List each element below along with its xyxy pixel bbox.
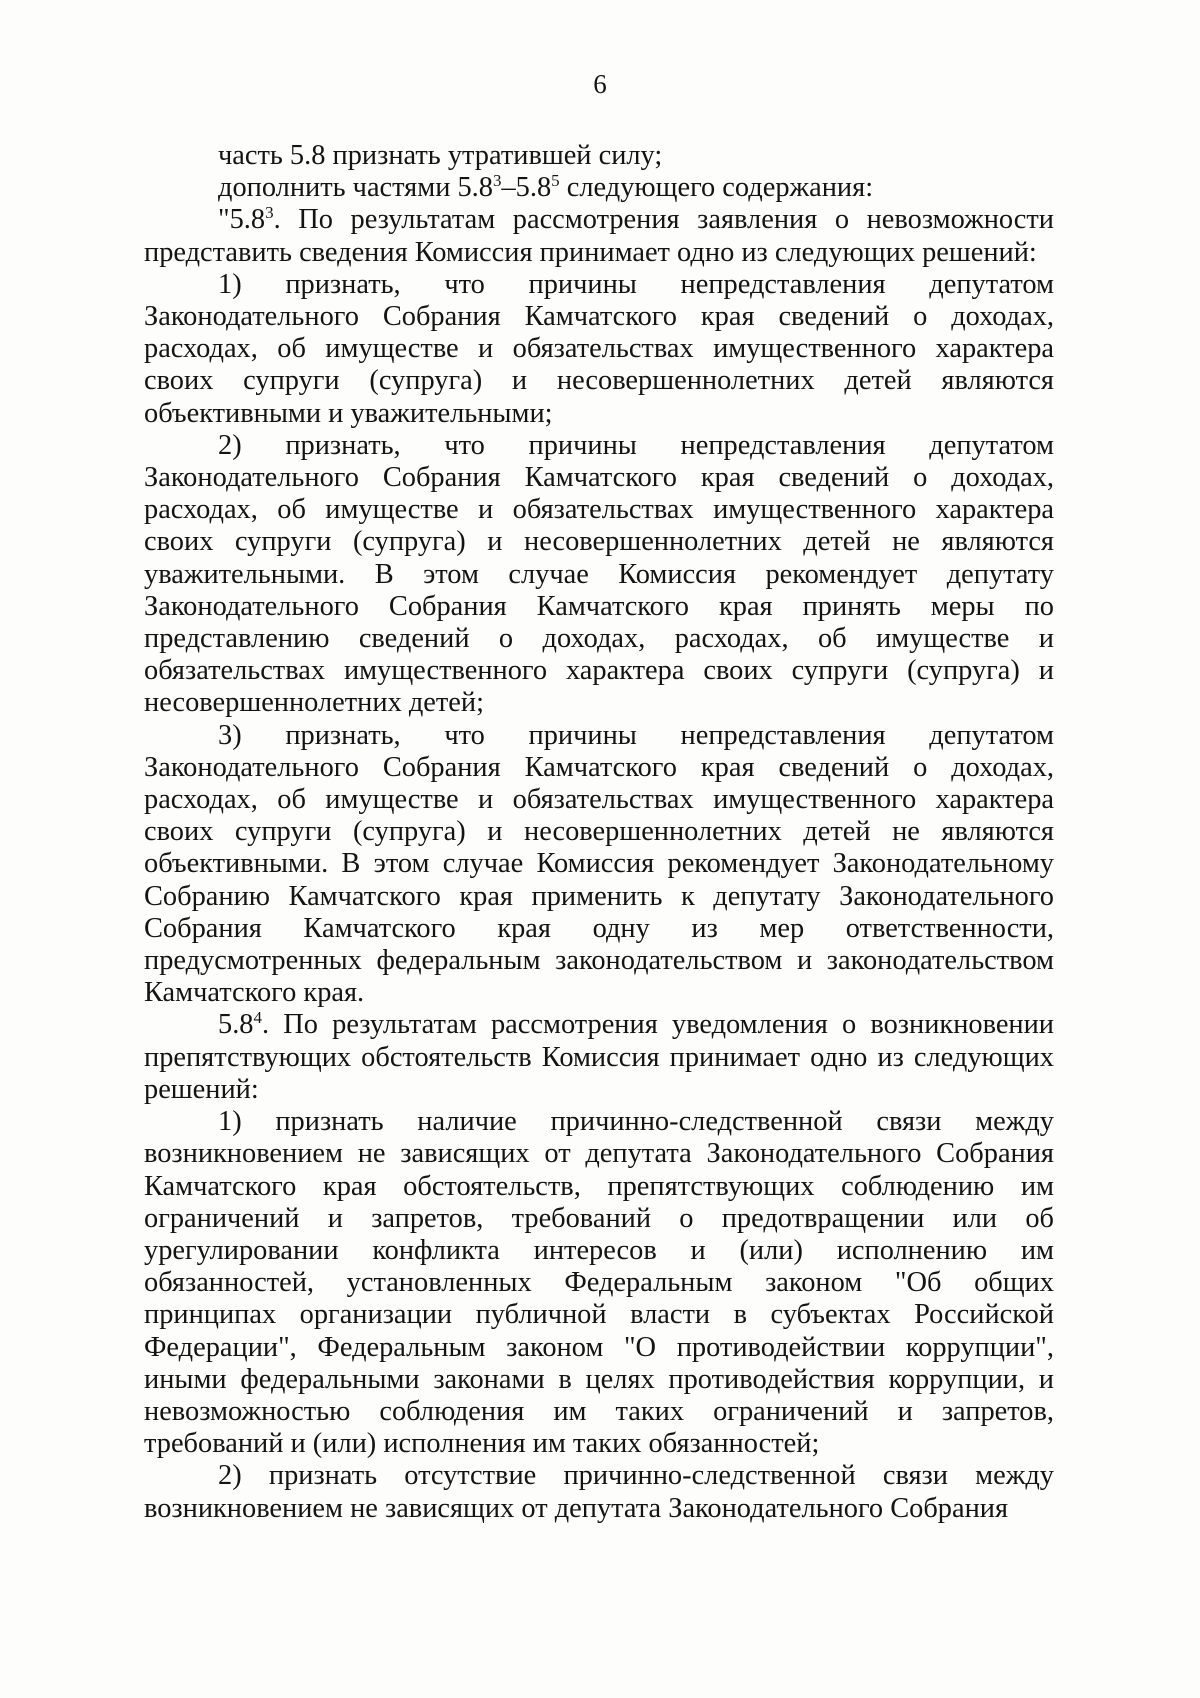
superscript: 3: [492, 171, 502, 191]
text-run: –5.8: [501, 172, 552, 204]
list-item-decision-2-causal: [144, 1460, 1054, 1524]
list-item-decision-1: [144, 269, 1054, 430]
text-run: дополнить частями 5.8: [218, 172, 493, 204]
text-run: . По результатам рассмотрения уведомления о возникновении препятствующих обстоятельств Комиссия принимает одно из следующих решений:: [144, 1009, 1054, 1105]
text-run: часть 5.8 признать утратившей силу;: [218, 140, 663, 171]
text-run: . По результатам рассмотрения заявления о невозможности представить сведения Комиссия принимает одно из следующих решений:: [144, 204, 1054, 268]
document-body: [144, 140, 1054, 1525]
text-run: следующего содержания:: [559, 172, 874, 204]
paragraph-section-5-8-4: [144, 1009, 1054, 1106]
superscript: 4: [253, 1008, 262, 1028]
superscript: 3: [265, 203, 274, 223]
list-item-decision-1-causal: [144, 1106, 1054, 1460]
page-number: 6: [593, 69, 607, 99]
text-run: "5.8: [218, 204, 266, 236]
paragraph-repeal-part-5-8: [144, 140, 1054, 172]
text-run: 1) признать, что причины непредставления депутатом Законодательного Собрания Камчатского края сведений о доходах, расходах, об имуществе и обязательствах имущественного характера своих супруги (супруга) и несовершеннолетних детей являются объективными и уважительными;: [144, 268, 1054, 429]
text-run: 1) признать наличие причинно-следственной связи между возникновением не зависящих от депутата Законодательного Собрания Камчатского края обстоятельств, препятствующих соблюдению им ограничений и запретов, требований о предотвращении или об урегулировании конфликта интересов и (или) исполнению им обязанностей, установленных Федеральным законом "Об общих принципах организации публичной власти в субъектах Российской Федерации", Федеральным законом "О противодействии коррупции", иными федеральными законами в целях противодействия коррупции, и невозможностью соблюдения им таких ограничений и запретов, требований и (или) исполнения им таких обязанностей;: [144, 1106, 1054, 1460]
text-run: 2) признать, что причины непредставления депутатом Законодательного Собрания Камчатского края сведений о доходах, расходах, об имуществе и обязательствах имущественного характера своих супруги (супруга) и несовершеннолетних детей не являются уважительными. В этом случае Комиссия рекомендует депутату Законодательного Собрания Камчатского края принять меры по представлению сведений о доходах, расходах, об имуществе и обязательствах имущественного характера своих супруги (супруга) и несовершеннолетних детей;: [144, 429, 1054, 719]
text-run: 5.8: [218, 1009, 254, 1041]
text-run: 2) признать отсутствие причинно-следственной связи между возникновением не зависящих от депутата Законодательного Собрания: [144, 1460, 1054, 1524]
list-item-decision-3: [144, 720, 1054, 1010]
superscript: 5: [551, 171, 560, 191]
list-item-decision-2: [144, 430, 1054, 720]
text-run: 3) признать, что причины непредставления депутатом Законодательного Собрания Камчатского края сведений о доходах, расходах, об имуществе и обязательствах имущественного характера своих супруги (супруга) и несовершеннолетних детей не являются объективными. В этом случае Комиссия рекомендует Законодательному Собранию Камчатского края применить к депутату Законодательного Собрания Камчатского края одну из мер ответственности, предусмотренных федеральным законодательством и законодательством Камчатского края.: [144, 719, 1054, 1009]
paragraph-supplement-parts: [144, 172, 1054, 204]
paragraph-section-5-8-3: [144, 204, 1054, 268]
